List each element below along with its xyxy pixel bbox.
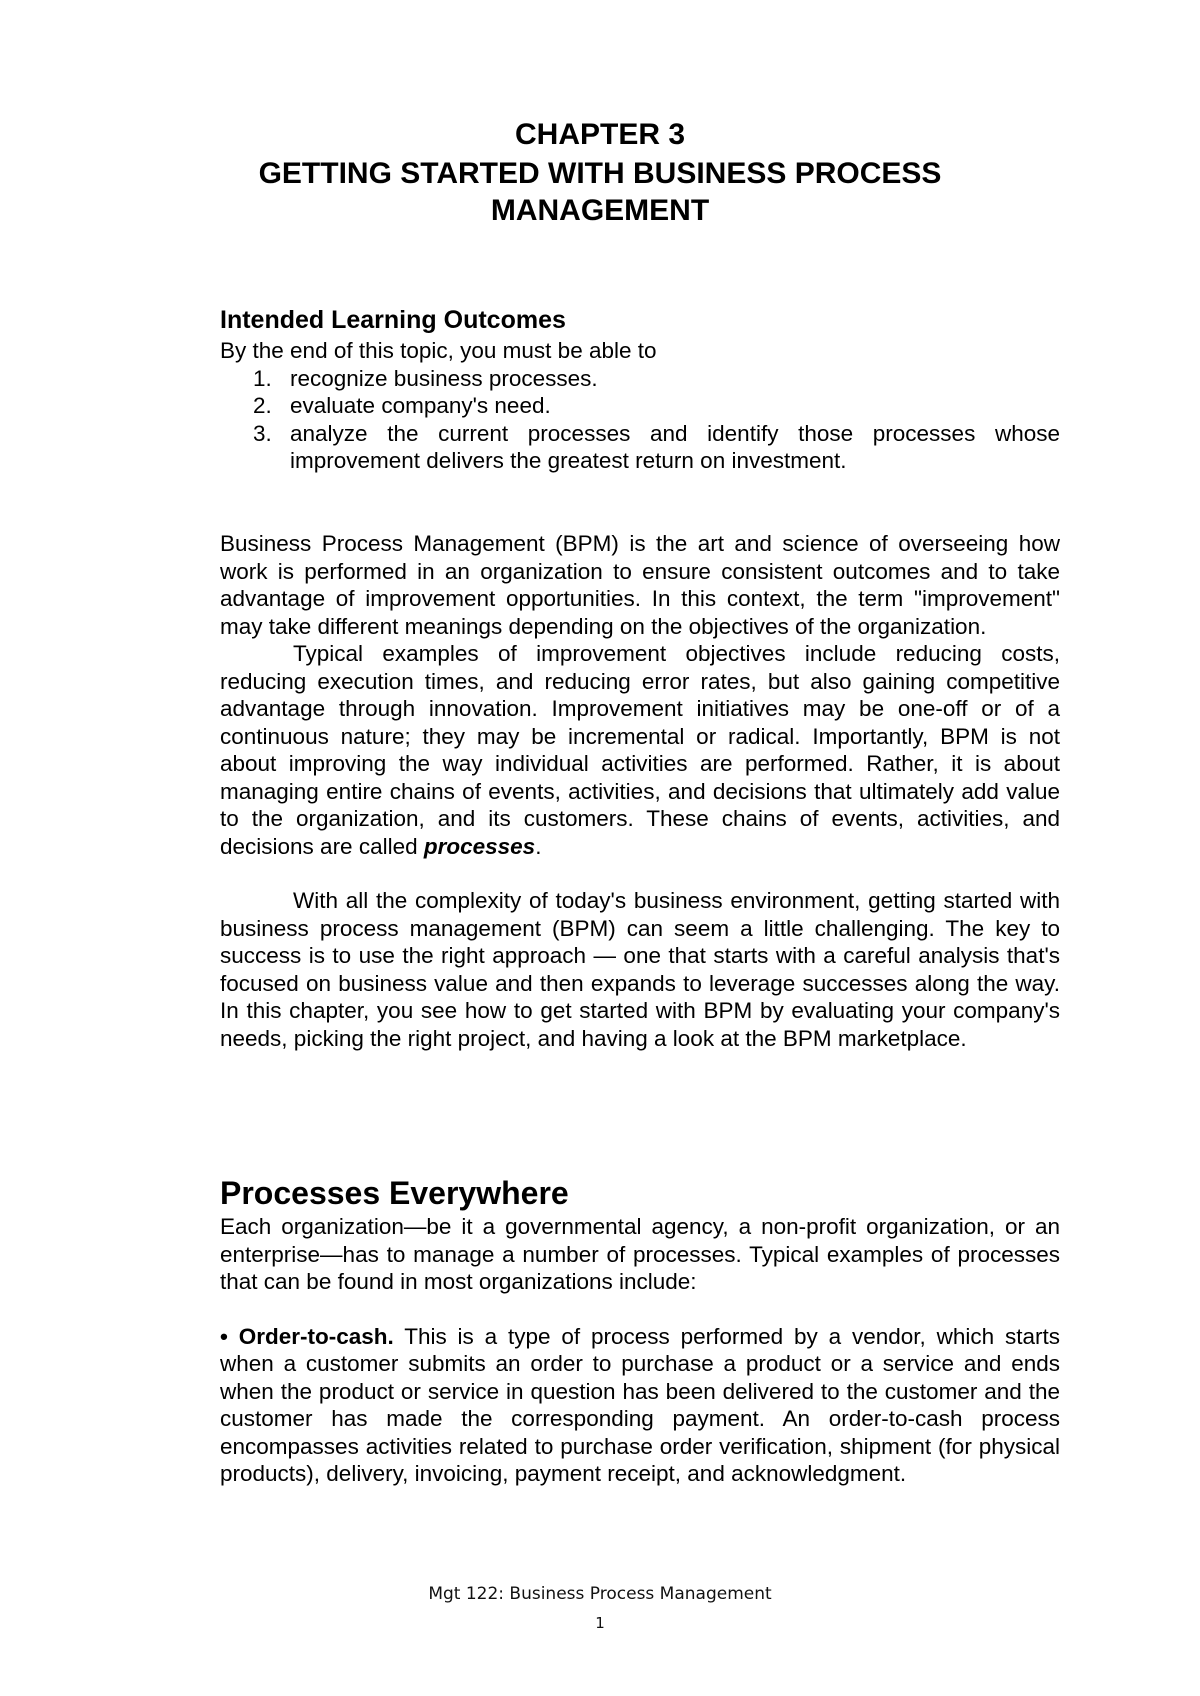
outcome-item [220,365,1060,393]
chapter-title-line2: MANAGEMENT [490,194,710,227]
outcome-item [220,420,1060,475]
paragraph-text: Typical examples of improvement objectives include reducing costs, reducing execution times, and reducing error rates, but also gaining competitive advantage through innovation. Improvement initiatives may be one-off or of a continuous nature; they may be incremental or radical. Importantly, BPM is not about improving the way individual activities are performed. Rather, it is about managing entire chains of events, activities, and decisions that ultimately add value to the organization, and its customers. These chains of events, activities, and decisions are called [220,641,1060,859]
paragraph-getting-started: With all the complexity of today's business environment, getting started with business process management (BPM) can seem a little challenging. The key to success is to use the right approach — one that starts with a careful analysis that's focused on business value and then expands to leverage successes along the way. In this chapter, you see how to get started with BPM by evaluating your company's needs, picking the right project, and having a look at the BPM marketplace. [220,888,1060,1051]
outcome-text: recognize business processes. [290,365,598,391]
section-body [220,1213,1060,1488]
outcomes-block [220,337,1060,475]
section-intro: Each organization—be it a governmental agency, a non-profit organization, or an enterprise—has to manage a number of processes. Typical examples of processes that can be found in most organizations include: [220,1214,1060,1294]
outcomes-list [220,365,1060,475]
paragraph-bpm-definition: Business Process Management (BPM) is the art and science of overseeing how work is performed in an organization to ensure consistent outcomes and to take advantage of improvement opportunities. In this context, the term "improvement" may take different meanings depending on the objectives of the organization. [220,531,1060,639]
body-text [220,530,1060,1052]
outcomes-intro: By the end of this topic, you must be able to [220,338,657,363]
page-number: 1 [595,1614,605,1632]
chapter-number: CHAPTER 3 [514,118,686,151]
outcome-number: 3. [253,420,272,446]
footer-course: Mgt 122: Business Process Management [428,1584,772,1604]
outcomes-heading: Intended Learning Outcomes [220,306,566,334]
paragraph-end: . [535,833,542,859]
bullet-order-to-cash [220,1323,1060,1488]
outcome-text: evaluate company's need. [290,393,551,418]
bullet-text: This is a type of process performed by a vendor, which starts when a customer submits an order to purchase a product or a service and ends when the product or service in question has been delivered to the customer and the customer has made the corresponding payment. An order-to-cash process encompasses activities related to purchase order verification, shipment (for physical products), delivery, invoicing, payment receipt, and acknowledgment. [220,1323,1060,1486]
emphasis-processes: processes [423,833,536,859]
chapter-title-line1: GETTING STARTED WITH BUSINESS PROCESS [258,157,942,190]
outcome-number: 2. [253,393,272,418]
outcome-item [220,392,1060,420]
bullet-term: Order-to-cash. [238,1323,394,1349]
outcome-number: 1. [253,365,272,391]
outcome-text: analyze the current processes and identify those processes whose improvement delivers the greatest return on investment. [290,420,1060,473]
paragraph-improvement-objectives [220,640,1060,860]
section-heading: Processes Everywhere [220,1175,569,1211]
bullet-icon: • [220,1323,228,1349]
